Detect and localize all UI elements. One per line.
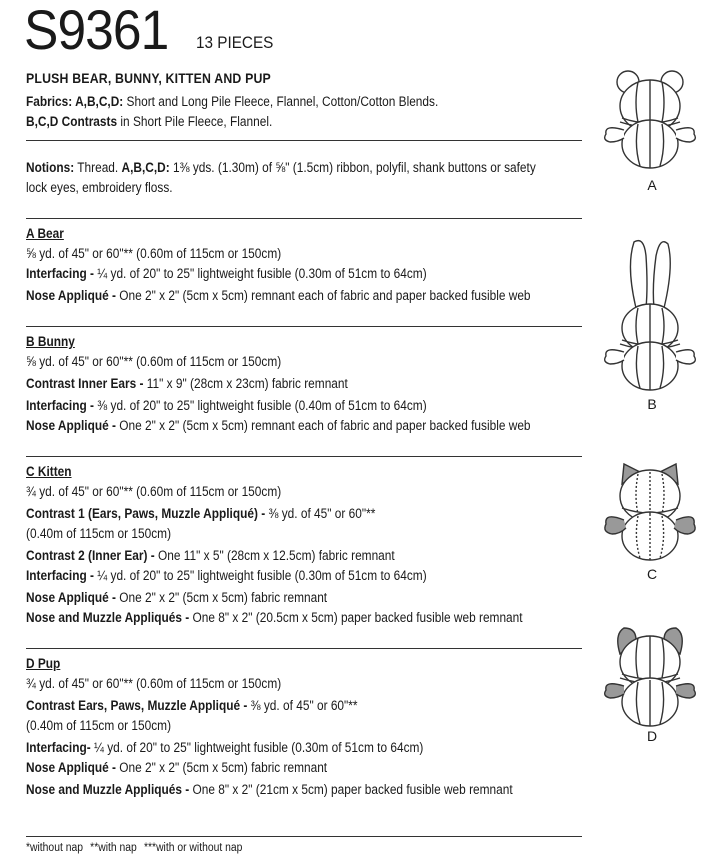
kitten-interfacing-text: ¼ yd. of 20" to 25" lightweight fusible (0.30m of 51cm to 64cm)	[97, 568, 427, 583]
divider	[26, 836, 582, 837]
pattern-number: S9361	[24, 0, 169, 61]
pup-interfacing-text: ¼ yd. of 20" to 25" lightweight fusible (0.30m of 51cm to 64cm)	[93, 740, 424, 755]
bunny-fabric-line: ⅝ yd. of 45" or 60"** (0.60m of 115cm or 150cm)	[26, 354, 282, 369]
bunny-interfacing-line	[26, 396, 427, 416]
pup-interfacing-label: Interfacing-	[26, 740, 94, 755]
kitten-nose-line	[26, 588, 327, 608]
bear-nose-text: One 2" x 2" (5cm x 5cm) remnant each of fabric and paper backed fusible web	[119, 288, 531, 303]
contrast-label: B,C,D Contrasts	[26, 114, 118, 129]
divider	[26, 140, 582, 141]
notions-line	[26, 158, 536, 178]
bear-fabric-line: ⅝ yd. of 45" or 60"** (0.60m of 115cm or 150cm)	[26, 246, 282, 261]
pup-nose-text: One 2" x 2" (5cm x 5cm) fabric remnant	[119, 760, 328, 775]
bunny-contrast-label: Contrast Inner Ears -	[26, 376, 147, 391]
fabrics-line	[26, 92, 438, 112]
bunny-interfacing-text: ⅜ yd. of 20" to 25" lightweight fusible (0.40m of 51cm to 64cm)	[97, 398, 427, 413]
pattern-title: PLUSH BEAR, BUNNY, KITTEN AND PUP	[26, 70, 271, 86]
kitten-contrast1-metric: (0.40m of 115cm or 150cm)	[26, 526, 172, 541]
kitten-interfacing-line	[26, 566, 427, 586]
kitten-contrast2-line	[26, 546, 395, 566]
pup-nose-line	[26, 758, 327, 778]
figure-label-a: A	[647, 177, 657, 193]
figure-label-c: C	[646, 566, 658, 582]
bunny-contrast-line	[26, 374, 348, 394]
divider	[26, 648, 582, 649]
section-title-kitten: C Kitten	[26, 464, 72, 479]
section-title-bear: A Bear	[26, 226, 64, 241]
kitten-muzzle-line	[26, 608, 523, 628]
footnote	[26, 842, 250, 854]
figure-label-d: D	[646, 728, 658, 744]
footnote-with-nap: **with nap	[90, 842, 137, 854]
kitten-contrast1-text: ⅜ yd. of 45" or 60"**	[268, 506, 376, 521]
bear-interfacing-label: Interfacing -	[26, 266, 98, 281]
bear-interfacing-line	[26, 264, 427, 284]
kitten-nose-label: Nose Appliqué -	[26, 590, 120, 605]
pup-muzzle-text: One 8" x 2" (21cm x 5cm) paper backed fusible web remnant	[192, 782, 513, 797]
fabrics-text: Short and Long Pile Fleece, Flannel, Cotton/Cotton Blends.	[123, 94, 439, 109]
pup-nose-label: Nose Appliqué -	[26, 760, 120, 775]
kitten-contrast2-label: Contrast 2 (Inner Ear) -	[26, 548, 159, 563]
pup-muzzle-label: Nose and Muzzle Appliqués -	[26, 782, 193, 797]
kitten-muzzle-text: One 8" x 2" (20.5cm x 5cm) paper backed fusible web remnant	[192, 610, 523, 625]
pup-contrast-text: ⅜ yd. of 45" or 60"**	[250, 698, 358, 713]
bunny-nose-line	[26, 416, 531, 436]
pup-interfacing-line	[26, 738, 423, 758]
pup-contrast-label: Contrast Ears, Paws, Muzzle Appliqué -	[26, 698, 251, 713]
bear-illustration	[600, 68, 700, 172]
section-title-bunny: B Bunny	[26, 334, 75, 349]
piece-count: 13 PIECES	[196, 33, 274, 52]
kitten-illustration	[600, 460, 700, 566]
notions-text: Thread.	[74, 160, 122, 175]
kitten-fabric-line: ¾ yd. of 45" or 60"** (0.60m of 115cm or 150cm)	[26, 484, 282, 499]
contrast-line	[26, 112, 272, 132]
notions-label: Notions:	[26, 160, 75, 175]
bunny-nose-label: Nose Appliqué -	[26, 418, 120, 433]
divider	[26, 326, 582, 327]
notions-detail: 1⅜ yds. (1.30m) of ⅝" (1.5cm) ribbon, polyfil, shank buttons or safety	[169, 160, 536, 175]
divider	[26, 456, 582, 457]
bunny-contrast-text: 11" x 9" (28cm x 23cm) fabric remnant	[146, 376, 348, 391]
bunny-interfacing-label: Interfacing -	[26, 398, 98, 413]
kitten-nose-text: One 2" x 2" (5cm x 5cm) fabric remnant	[119, 590, 328, 605]
figure-label-b: B	[647, 396, 657, 412]
bunny-illustration	[600, 236, 700, 394]
bear-interfacing-text: ¼ yd. of 20" to 25" lightweight fusible (0.30m of 51cm to 64cm)	[97, 266, 427, 281]
footnote-with-or-without-nap: ***with or without nap	[143, 842, 243, 854]
footnote-without-nap: *without nap	[26, 842, 83, 854]
kitten-muzzle-label: Nose and Muzzle Appliqués -	[26, 610, 193, 625]
bunny-nose-text: One 2" x 2" (5cm x 5cm) remnant each of fabric and paper backed fusible web	[119, 418, 531, 433]
pup-contrast-line	[26, 696, 358, 716]
bear-nose-line	[26, 286, 531, 306]
pup-illustration	[600, 624, 700, 732]
bear-nose-label: Nose Appliqué -	[26, 288, 120, 303]
kitten-interfacing-label: Interfacing -	[26, 568, 98, 583]
contrast-text: in Short Pile Fleece, Flannel.	[117, 114, 273, 129]
section-title-pup: D Pup	[26, 656, 61, 671]
kitten-contrast1-label: Contrast 1 (Ears, Paws, Muzzle Appliqué) -	[26, 506, 269, 521]
fabrics-label: Fabrics: A,B,C,D:	[26, 94, 124, 109]
kitten-contrast1-line	[26, 504, 375, 524]
notions-views-label: A,B,C,D:	[121, 160, 170, 175]
pup-contrast-metric: (0.40m of 115cm or 150cm)	[26, 718, 172, 733]
notions-line-2: lock eyes, embroidery floss.	[26, 180, 173, 195]
divider	[26, 218, 582, 219]
pup-muzzle-line	[26, 780, 513, 800]
kitten-contrast2-text: One 11" x 5" (28cm x 12.5cm) fabric remnant	[158, 548, 395, 563]
pup-fabric-line: ¾ yd. of 45" or 60"** (0.60m of 115cm or 150cm)	[26, 676, 282, 691]
